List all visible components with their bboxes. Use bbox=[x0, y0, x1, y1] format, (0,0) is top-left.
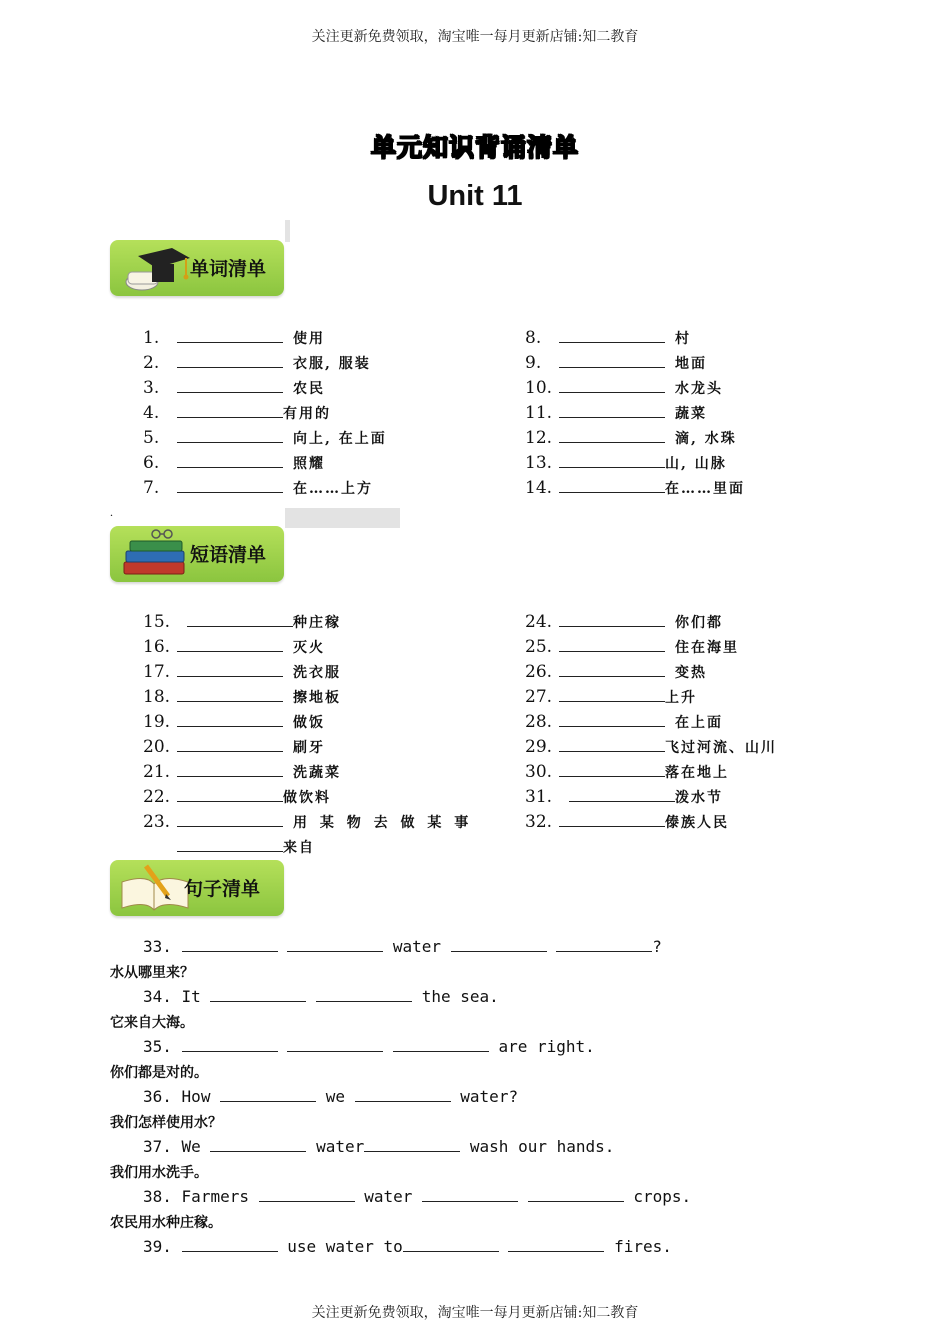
page-header: 关注更新免费领取，淘宝唯一每月更新店铺:知二教育 bbox=[311, 29, 639, 45]
phrases-section-banner bbox=[110, 526, 284, 582]
translation: 农民用水种庄稼。 bbox=[110, 1215, 222, 1231]
list-item: 14. 在……里面 bbox=[525, 478, 745, 498]
list-item: 20. 刷牙 bbox=[143, 737, 325, 757]
list-item: 8. 村 bbox=[525, 328, 691, 348]
words-section-label: 单词清单 bbox=[190, 258, 267, 280]
list-item: 6. 照耀 bbox=[143, 453, 325, 473]
translation: 你们都是对的。 bbox=[110, 1065, 208, 1081]
list-item: 29. 飞过河流、山川 bbox=[525, 737, 777, 757]
list-item: 4. 有用的 bbox=[143, 403, 331, 423]
list-item: 23. 用 某 物 去 做 某 事 bbox=[143, 812, 473, 832]
grey-marker bbox=[285, 220, 290, 242]
graduation-cap-icon bbox=[116, 242, 194, 296]
sentence-33: 33. water ? bbox=[143, 937, 662, 956]
translation: 我们怎样使用水？ bbox=[110, 1115, 222, 1131]
list-item: 7. 在……上方 bbox=[143, 478, 373, 498]
translation: 我们用水洗手。 bbox=[110, 1165, 208, 1181]
list-item: 21. 洗蔬菜 bbox=[143, 762, 341, 782]
list-item: 9. 地面 bbox=[525, 353, 707, 373]
phrases-section-label: 短语清单 bbox=[190, 544, 267, 566]
list-item: 30. 落在地上 bbox=[525, 762, 729, 782]
books-icon bbox=[116, 528, 194, 582]
page-footer: 关注更新免费领取，淘宝唯一每月更新店铺:知二教育 bbox=[311, 1305, 639, 1321]
translation: 它来自大海。 bbox=[110, 1015, 194, 1031]
grey-marker bbox=[285, 508, 400, 528]
list-item: 17. 洗衣服 bbox=[143, 662, 341, 682]
list-item: 13. 山, 山脉 bbox=[525, 453, 727, 473]
list-item: 16. 灭火 bbox=[143, 637, 325, 657]
stray-dot: . bbox=[110, 505, 113, 519]
list-item: 25. 住在海里 bbox=[525, 637, 739, 657]
list-item: 22. 做饮料 bbox=[143, 787, 331, 807]
list-item: 来自 bbox=[177, 837, 315, 857]
sentences-section-banner bbox=[110, 860, 284, 916]
list-item: 24. 你们都 bbox=[525, 612, 723, 632]
sentence-38: 38. Farmers water crops. bbox=[143, 1187, 692, 1206]
list-item: 10. 水龙头 bbox=[525, 378, 723, 398]
sentence-39: 39. use water to fires. bbox=[143, 1237, 672, 1256]
list-item: 18. 擦地板 bbox=[143, 687, 341, 707]
list-item: 32. 傣族人民 bbox=[525, 812, 729, 832]
unit-title: Unit 11 bbox=[427, 180, 523, 212]
notebook-pencil-icon bbox=[116, 862, 194, 916]
list-item: 31. 泼水节 bbox=[525, 787, 723, 807]
words-section-banner bbox=[110, 240, 284, 296]
sentence-34: 34. It the sea. bbox=[143, 987, 499, 1006]
translation: 水从哪里来？ bbox=[110, 965, 194, 981]
page-title: 单元知识背诵清单 bbox=[370, 133, 579, 162]
list-item: 28. 在上面 bbox=[525, 712, 723, 732]
list-item: 27. 上升 bbox=[525, 687, 697, 707]
sentence-36: 36. How we water? bbox=[143, 1087, 519, 1106]
sentence-37: 37. We water wash our hands. bbox=[143, 1137, 615, 1156]
list-item: 12. 滴, 水珠 bbox=[525, 428, 737, 448]
list-item: 26. 变热 bbox=[525, 662, 707, 682]
sentences-section-label: 句子清单 bbox=[184, 878, 261, 900]
sentence-35: 35. are right. bbox=[143, 1037, 595, 1056]
list-item: 19. 做饭 bbox=[143, 712, 325, 732]
list-item: 11. 蔬菜 bbox=[525, 403, 707, 423]
list-item: 2. 衣服, 服装 bbox=[143, 353, 371, 373]
list-item: 15. 种庄稼 bbox=[143, 612, 341, 632]
list-item: 5. 向上, 在上面 bbox=[143, 428, 387, 448]
list-item: 1. 使用 bbox=[143, 328, 325, 348]
list-item: 3. 农民 bbox=[143, 378, 325, 398]
